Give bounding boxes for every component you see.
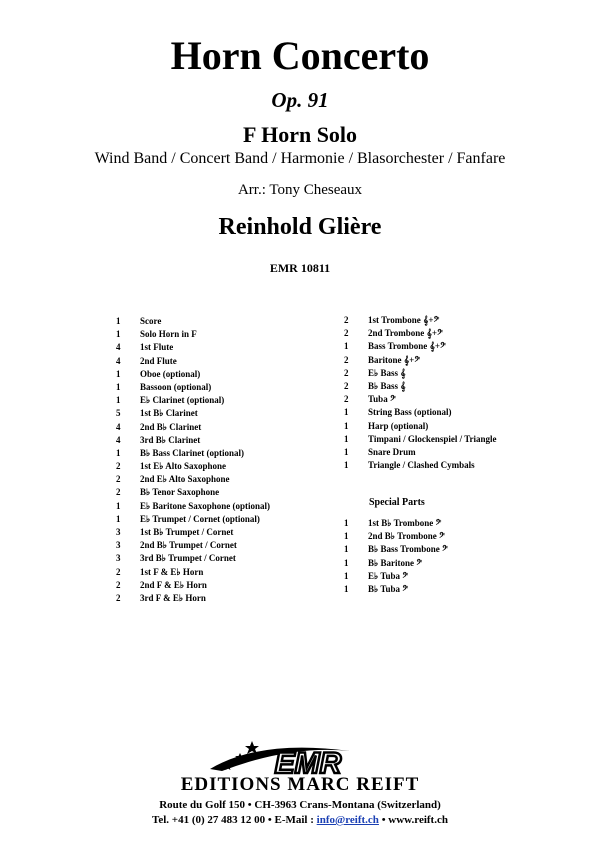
part-name: 1st B♭ Trombone 𝄢: [368, 518, 442, 528]
part-quantity: 4: [116, 421, 121, 432]
publisher-address: Route du Golf 150 • CH-3963 Crans-Montana (Switzerland): [159, 799, 441, 811]
website-text: • www.reift.ch: [378, 814, 448, 826]
part-quantity: 1: [116, 395, 121, 406]
composer: Reinhold Glière: [218, 214, 382, 240]
part-name: 2nd F & E♭ Horn: [140, 579, 207, 590]
part-name: 1st Flute: [140, 342, 174, 353]
part-name: String Bass (optional): [368, 407, 452, 418]
part-quantity: 2: [116, 461, 121, 472]
part-row: [344, 314, 497, 327]
special-parts-list: [344, 517, 448, 596]
part-row: [116, 381, 270, 394]
part-row: [344, 517, 448, 530]
part-row: [344, 354, 497, 367]
part-quantity: 1: [344, 583, 349, 594]
part-name: E♭ Trumpet / Cornet (optional): [140, 513, 260, 524]
part-row: [116, 552, 270, 565]
part-quantity: 1: [344, 446, 349, 457]
publisher-name: EDITIONS MARC REIFT: [180, 774, 420, 795]
part-row: [116, 355, 270, 368]
solo-instrument: F Horn Solo: [242, 122, 358, 147]
part-row: [116, 566, 270, 579]
part-name: Triangle / Clashed Cymbals: [368, 460, 475, 471]
part-quantity: 1: [116, 447, 121, 458]
part-row: [116, 315, 270, 328]
part-row: [116, 513, 270, 526]
part-name: B♭ Bass Clarinet (optional): [140, 447, 245, 458]
part-name: B♭ Tuba 𝄢: [368, 583, 409, 594]
part-row: [116, 473, 270, 486]
part-quantity: 1: [344, 433, 349, 444]
part-row: [344, 367, 497, 380]
part-quantity: 1: [344, 570, 349, 581]
part-name: 2nd B♭ Trumpet / Cornet: [140, 540, 237, 551]
catalog-number: EMR 10811: [269, 261, 331, 275]
part-name: 1st B♭ Trumpet / Cornet: [140, 527, 234, 537]
part-quantity: 1: [116, 368, 121, 379]
part-quantity: 2: [344, 328, 349, 339]
part-name: E♭ Bass 𝄞: [368, 367, 406, 378]
part-row: [344, 530, 448, 543]
opus-number: Op. 91: [271, 88, 329, 112]
part-name: Bass Trombone 𝄞+𝄢: [368, 341, 446, 352]
part-quantity: 3: [116, 540, 121, 551]
part-row: [116, 447, 270, 460]
part-quantity: 1: [116, 329, 121, 340]
part-name: Snare Drum: [368, 446, 416, 457]
page-title: Horn Concerto: [170, 33, 430, 78]
publisher-contact: [0, 813, 600, 827]
part-quantity: 1: [344, 518, 349, 528]
part-quantity: 1: [344, 341, 349, 352]
part-row: [116, 500, 270, 513]
part-quantity: 5: [116, 408, 121, 419]
part-quantity: 1: [116, 316, 121, 326]
part-quantity: 4: [116, 355, 121, 366]
part-name: 1st Trombone 𝄞+𝄢: [368, 315, 440, 325]
part-name: B♭ Bass 𝄞: [368, 380, 406, 391]
part-row: [116, 421, 270, 434]
part-row: [344, 420, 497, 433]
part-quantity: 2: [116, 474, 121, 485]
part-row: [344, 327, 497, 340]
part-name: Solo Horn in F: [140, 329, 197, 340]
part-row: [116, 341, 270, 354]
part-name: E♭ Baritone Saxophone (optional): [140, 500, 271, 511]
part-quantity: 1: [344, 460, 349, 471]
part-name: 2nd Trombone 𝄞+𝄢: [368, 328, 443, 339]
part-row: [116, 368, 270, 381]
part-name: 1st E♭ Alto Saxophone: [140, 461, 227, 472]
email-link[interactable]: info@reift.ch: [316, 814, 379, 826]
part-quantity: 1: [344, 420, 349, 431]
part-row: [344, 557, 448, 570]
part-name: Baritone 𝄞+𝄢: [368, 354, 420, 365]
logo-text: EMR: [274, 747, 342, 780]
part-quantity: 4: [116, 342, 121, 353]
part-quantity: 4: [116, 434, 121, 445]
part-quantity: 2: [344, 380, 349, 391]
part-row: [344, 393, 497, 406]
part-name: Tuba 𝄢: [368, 394, 396, 405]
part-row: [116, 579, 270, 592]
part-row: [344, 543, 448, 556]
part-row: [344, 380, 497, 393]
part-name: 1st B♭ Clarinet: [140, 408, 198, 419]
part-name: Score: [140, 316, 162, 326]
part-row: [116, 526, 270, 539]
part-name: B♭ Bass Trombone 𝄢: [368, 544, 448, 555]
part-name: 2nd E♭ Alto Saxophone: [140, 474, 230, 485]
part-quantity: 3: [116, 527, 121, 537]
part-quantity: 2: [116, 566, 121, 577]
part-quantity: 1: [116, 381, 121, 392]
part-row: [116, 434, 270, 447]
part-name: 3rd B♭ Clarinet: [140, 434, 201, 445]
parts-list-left: [116, 315, 270, 605]
parts-list-right: [344, 314, 497, 472]
part-name: Harp (optional): [368, 420, 429, 431]
part-row: [116, 592, 270, 605]
part-row: [344, 406, 497, 419]
part-name: E♭ Tuba 𝄢: [368, 570, 409, 581]
part-quantity: 3: [116, 553, 121, 564]
part-row: [116, 394, 270, 407]
part-row: [344, 459, 497, 472]
arranger: Arr.: Tony Cheseaux: [237, 182, 363, 198]
phone-text: Tel. +41 (0) 27 483 12 00 • E-Mail :: [152, 814, 317, 826]
part-name: 2nd B♭ Trombone 𝄢: [368, 531, 445, 542]
part-row: [116, 460, 270, 473]
part-name: B♭ Baritone 𝄢: [368, 557, 423, 568]
part-quantity: 2: [116, 487, 121, 498]
part-quantity: 2: [344, 315, 349, 325]
part-name: 1st F & E♭ Horn: [140, 566, 204, 577]
part-name: E♭ Clarinet (optional): [140, 395, 225, 406]
part-name: Timpani / Glockenspiel / Triangle: [368, 433, 497, 444]
part-row: [116, 539, 270, 552]
part-row: [344, 340, 497, 353]
part-quantity: 2: [344, 394, 349, 405]
part-quantity: 1: [344, 531, 349, 542]
part-name: 3rd B♭ Trumpet / Cornet: [140, 553, 236, 564]
part-quantity: 1: [344, 407, 349, 418]
part-name: 2nd Flute: [140, 355, 177, 366]
special-parts-heading: Special Parts: [369, 497, 425, 508]
part-quantity: 1: [116, 500, 121, 511]
part-row: [344, 583, 448, 596]
part-name: B♭ Tenor Saxophone: [140, 487, 220, 498]
part-quantity: 1: [344, 544, 349, 555]
part-row: [116, 407, 270, 420]
part-row: [116, 328, 270, 341]
part-quantity: 2: [116, 592, 121, 603]
part-name: Bassoon (optional): [140, 381, 212, 392]
part-quantity: 2: [116, 579, 121, 590]
ensemble-line: Wind Band / Concert Band / Harmonie / Blasorchester / Fanfare: [94, 150, 506, 167]
part-row: [116, 486, 270, 499]
part-row: [344, 570, 448, 583]
part-row: [344, 433, 497, 446]
part-name: 3rd F & E♭ Horn: [140, 592, 206, 603]
part-quantity: 1: [344, 557, 349, 568]
part-quantity: 1: [116, 513, 121, 524]
part-quantity: 2: [344, 367, 349, 378]
part-name: 2nd B♭ Clarinet: [140, 421, 202, 432]
part-name: Oboe (optional): [140, 368, 201, 379]
part-quantity: 2: [344, 354, 349, 365]
part-row: [344, 446, 497, 459]
